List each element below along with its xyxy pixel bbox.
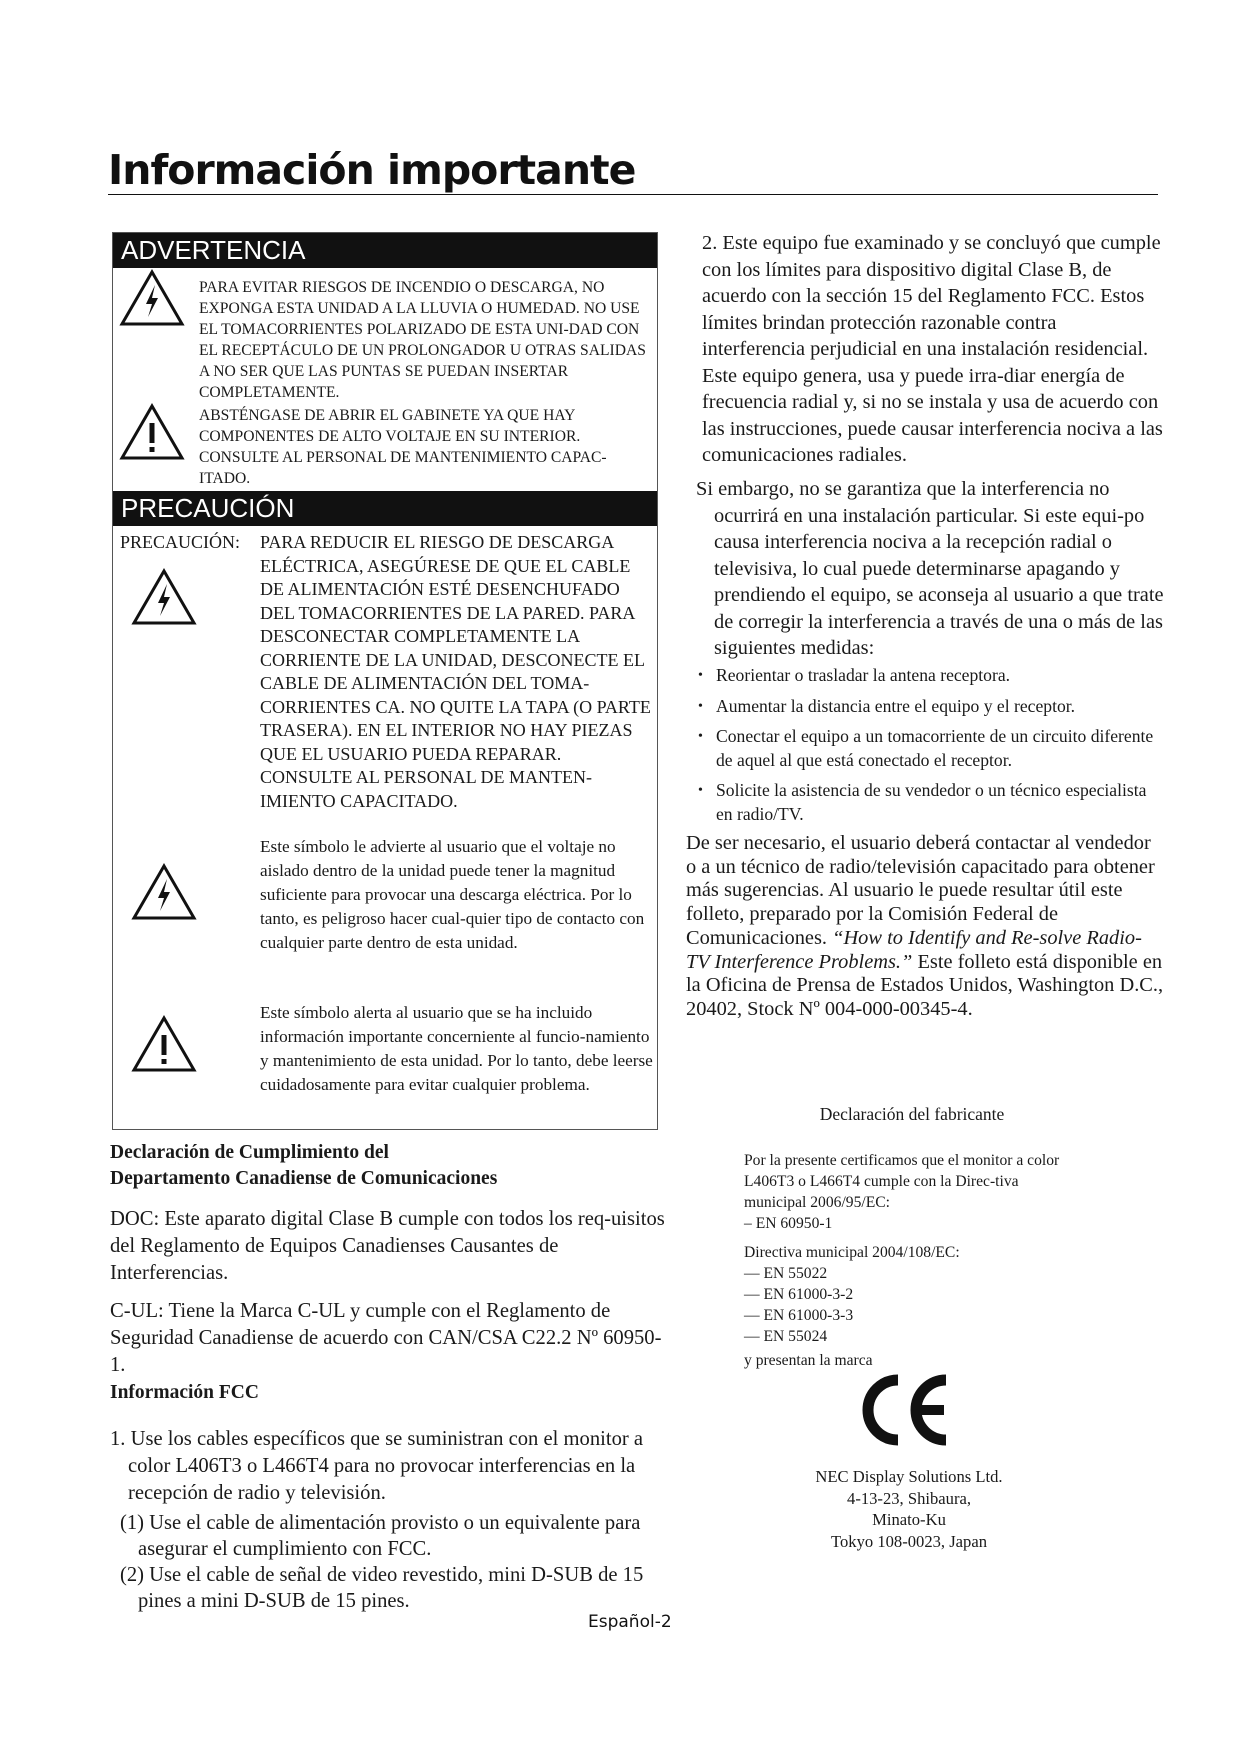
address-line: Minato-Ku (872, 1510, 946, 1529)
warning-box (112, 232, 658, 1130)
list-item: — EN 61000-3-3 (744, 1305, 853, 1326)
manufacturer-declaration-title: Declaración del fabricante (819, 1104, 1005, 1124)
electric-shock-warning-icon (131, 568, 197, 626)
fcc-sub-item-2: (2) Use el cable de señal de video revestido, mini D-SUB de 15 pines a mini D-SUB de 15 pines. (120, 1564, 644, 1612)
address-line: 4-13-23, Shibaura, (847, 1488, 971, 1508)
advertencia-header: ADVERTENCIA (113, 233, 657, 268)
electric-shock-warning-icon (131, 863, 197, 921)
fcc-de-ser-necesario (686, 832, 1164, 1022)
exclamation-warning-icon (131, 1015, 197, 1073)
list-item: • Aumentar la distancia entre el equipo y el receptor. (698, 695, 1158, 719)
cul-paragraph: C-UL: Tiene la Marca C-UL y cumple con el Reglamento de Seguridad Canadiense de acuerdo con CAN/CSA C22.2 Nº 60950-1. (110, 1300, 662, 1376)
directive-label: Directiva municipal 2004/108/EC: (744, 1244, 960, 1261)
advertencia-text-2: ABSTÉNGASE DE ABRIR EL GABINETE YA QUE HAY COMPONENTES DE ALTO VOLTAJE EN SU INTERIOR. CONSULTE AL PERSONAL DE MANTENIMIENTO CAPAC-ITADO. (199, 407, 607, 487)
ce-mark-icon (856, 1372, 952, 1448)
page-title: Información importante (108, 146, 636, 194)
canada-heading-line-1: Declaración de Cumplimiento del (110, 1142, 389, 1163)
manufacturer-address (744, 1466, 1074, 1552)
list-item: — EN 61000-3-2 (744, 1284, 853, 1305)
fcc-measures-list (698, 664, 1158, 833)
page-number: Español-2 (588, 1612, 672, 1632)
manufacturer-cert (744, 1150, 1074, 1234)
precaucion-prefix: PRECAUCIÓN: (120, 532, 241, 552)
cert-text: Por la presente certificamos que el monitor a color L406T3 o L466T4 cumple con la Direc-tiva municipal 2006/95/EC: (744, 1152, 1060, 1211)
list-item: — EN 55024 (744, 1326, 853, 1347)
electric-shock-warning-icon (119, 269, 185, 327)
symbol-voltage-text: Este símbolo le advierte al usuario que el voltaje no aislado dentro de la unidad puede tener la magnitud suficiente para provocar una descarga eléctrica. Por lo tanto, es peligroso hacer cual-quier tipo de contacto con cualquier parte dentro de esta unidad. (260, 837, 645, 952)
list-item: • Solicite la asistencia de su vendedor o un técnico especialista en radio/TV. (698, 779, 1158, 826)
booklet-title: “How to Identify and Re-solve Radio-TV Interference Problems.” (686, 926, 1142, 973)
canada-heading (110, 1140, 670, 1192)
standards-list (744, 1263, 853, 1347)
precaucion-header: PRECAUCIÓN (113, 491, 657, 526)
title-rule (108, 194, 1158, 195)
canada-heading-line-2: Departamento Canadiense de Comunicaciones (110, 1168, 498, 1189)
list-item: • Conectar el equipo a un tomacorriente de un circuito diferente de aquel al que está conectado el receptor. (698, 725, 1158, 772)
fcc-heading: Información FCC (110, 1382, 259, 1403)
fcc-item-1: 1. Use los cables específicos que se suministran con el monitor a color L406T3 o L466T4 para no provocar interferencias en la recepción de radio y televisión. (110, 1428, 644, 1504)
fcc-sub-item-1: (1) Use el cable de alimentación provisto o un equivalente para asegurar el cumplimiento con FCC. (120, 1512, 641, 1560)
address-line: Tokyo 108-0023, Japan (831, 1531, 987, 1551)
de-ser-text-1: De ser necesario, el usuario deberá contactar al vendedor o a un técnico de radio/televisión capacitado para obtener más sugerencias. Al usuario le puede resultar útil este folleto, preparado por la Comisión Federal de Comunicaciones. (686, 832, 1155, 949)
symbol-info-text: Este símbolo alerta al usuario que se ha incluido información importante concerniente al funcio-namiento y mantenimiento de esta unidad. Por lo tanto, debe leerse cuidadosamente para evitar cualquier problema. (260, 1003, 653, 1094)
list-item: — EN 55022 (744, 1263, 853, 1284)
fcc-item-2: 2. Este equipo fue examinado y se concluyó que cumple con los límites para dispositivo digital Clase B, de acuerdo con la sección 15 del Reglamento FCC. Estos límites brindan protección razonable contra interferencia perjudicial en una instalación residencial. Este equipo genera, usa y puede irra-diar energía de frecuencia radial y, si no se instala y usa de acuerdo con las instrucciones, puede causar interferencia nociva a las comunicaciones radiales. (702, 232, 1163, 466)
exclamation-warning-icon (119, 403, 185, 461)
advertencia-text-1: PARA EVITAR RIESGOS DE INCENDIO O DESCARGA, NO EXPONGA ESTA UNIDAD A LA LLUVIA O HUMEDAD. NO USE EL TOMACORRIENTES POLARIZADO DE ESTA UNI-DAD CON EL RECEPTÁCULO DE UN PROLONGADOR U OTRAS SALIDAS A NO SER QUE LAS PUNTAS SE PUEDAN INSERTAR COMPLETAMENTE. (199, 279, 646, 401)
fcc-sin-embargo: Si embargo, no se garantiza que la interferencia no ocurrirá en una instalación particular. Si este equi-po causa interferencia nociva a la recepción radial o televisiva, lo cual puede determinarse apagando y prendiendo el equipo, se aconseja al usuario a que trate de corregir la interferencia a través de una o más de las siguientes medidas: (696, 478, 1164, 659)
mark-text: y presentan la marca (744, 1352, 873, 1369)
doc-paragraph: DOC: Este aparato digital Clase B cumple con todos los req-uisitos del Reglamento de Equipos Canadienses Causantes de Interferencias. (110, 1208, 665, 1284)
cert-standard: – EN 60950-1 (744, 1215, 833, 1232)
list-item: • Reorientar o trasladar la antena receptora. (698, 664, 1158, 688)
de-ser-text-2: Este folleto está disponible en la Oficina de Prensa de Estados Unidos, Washington D.C., 20402, Stock Nº 004-000-00345-4. (686, 950, 1164, 1020)
precaucion-text: PARA REDUCIR EL RIESGO DE DESCARGA ELÉCTRICA, ASEGÚRESE DE QUE EL CABLE DE ALIMENTACIÓN ESTÉ DESENCHUFADO DEL TOMACORRIENTES DE LA PARED. PARA DESCONECTAR COMPLETAMENTE LA CORRIENTE DE LA UNIDAD, DESCONECTE EL CABLE DE ALIMENTACIÓN DEL TOMA-CORRIENTES CA. NO QUITE LA TAPA (O PARTE TRASERA). EN EL INTERIOR NO HAY PIEZAS QUE EL USUARIO PUEDA REPARAR. CONSULTE AL PERSONAL DE MANTEN-IMIENTO CAPACITADO. (260, 532, 651, 811)
address-line: NEC Display Solutions Ltd. (815, 1467, 1003, 1486)
